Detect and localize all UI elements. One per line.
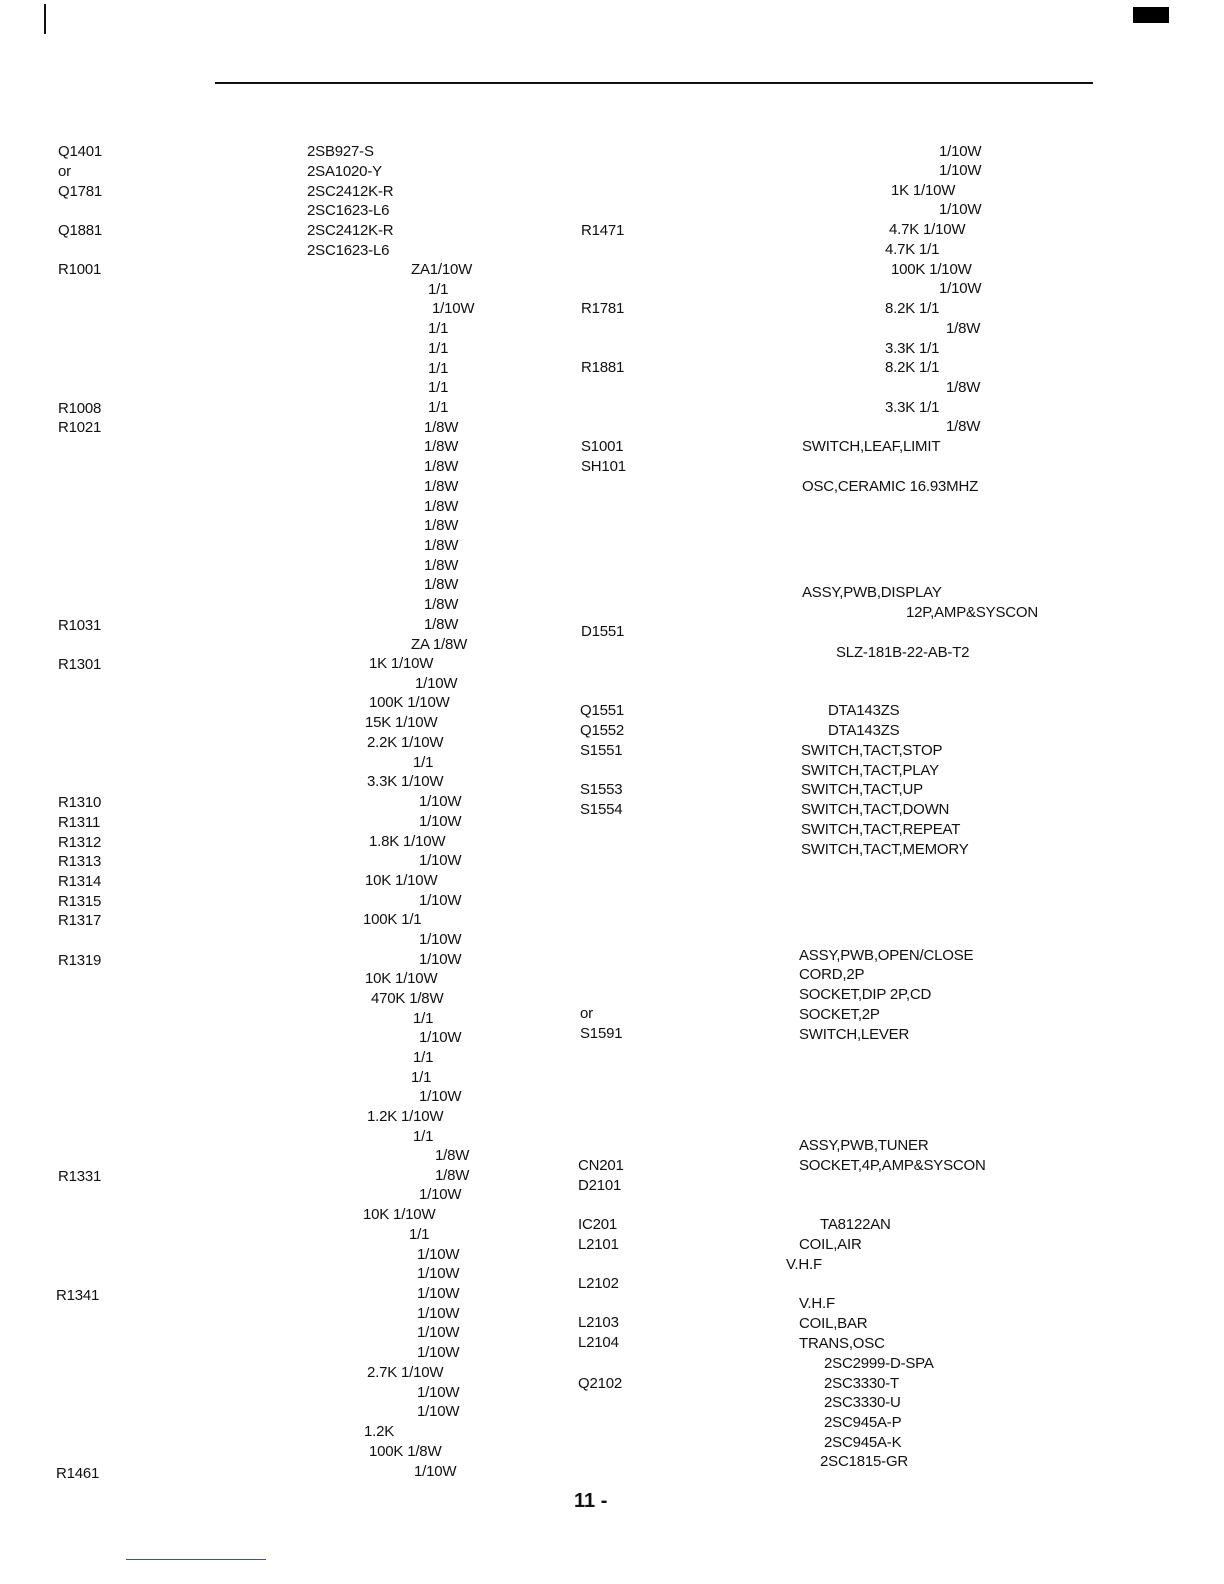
part-value: SWITCH,TACT,MEMORY bbox=[801, 841, 969, 858]
part-value: 10K 1/10W bbox=[365, 872, 438, 889]
part-ref: R1881 bbox=[581, 359, 625, 376]
part-value: SWITCH,LEVER bbox=[799, 1026, 910, 1043]
part-value: 2SC1815-GR bbox=[820, 1453, 909, 1470]
bottom-link-underline bbox=[126, 1559, 266, 1560]
part-value: 1/8W bbox=[424, 576, 459, 593]
part-value: 2SA1020-Y bbox=[307, 163, 382, 180]
part-value: 1/8W bbox=[946, 379, 981, 396]
part-value: 1/10W bbox=[419, 852, 462, 869]
part-ref: Q2102 bbox=[578, 1375, 623, 1392]
part-value: COIL,BAR bbox=[799, 1315, 868, 1332]
part-value: 1/10W bbox=[419, 793, 462, 810]
part-value: 1/8W bbox=[424, 557, 459, 574]
part-value: 1/8W bbox=[424, 478, 459, 495]
part-value: 2.7K 1/10W bbox=[367, 1364, 444, 1381]
part-value: 1/10W bbox=[417, 1246, 460, 1263]
part-value: 2SC1623-L6 bbox=[307, 202, 390, 219]
part-ref: D2101 bbox=[578, 1177, 622, 1194]
part-value: ASSY,PWB,TUNER bbox=[799, 1137, 929, 1154]
part-ref: R1471 bbox=[581, 222, 625, 239]
part-ref: IC201 bbox=[578, 1216, 618, 1233]
part-value: 1/10W bbox=[419, 951, 462, 968]
part-ref: L2103 bbox=[578, 1314, 619, 1331]
corner-block bbox=[1133, 7, 1169, 23]
part-value: 1/10W bbox=[419, 813, 462, 830]
part-value: 1/1 bbox=[428, 399, 449, 416]
part-ref: R1461 bbox=[56, 1465, 100, 1482]
part-ref: L2102 bbox=[578, 1275, 619, 1292]
part-value: 1/10W bbox=[419, 1186, 462, 1203]
part-value: 1/10W bbox=[417, 1403, 460, 1420]
part-value: SWITCH,TACT,DOWN bbox=[801, 801, 950, 818]
part-ref: or bbox=[580, 1005, 593, 1022]
part-value: TRANS,OSC bbox=[799, 1335, 885, 1352]
part-ref: SH101 bbox=[581, 458, 626, 475]
part-value: 4.7K 1/10W bbox=[889, 221, 966, 238]
part-value: 2SC3330-U bbox=[824, 1394, 901, 1411]
part-value: 2SC1623-L6 bbox=[307, 242, 390, 259]
part-ref: R1313 bbox=[58, 853, 102, 870]
part-value: 1/10W bbox=[414, 1463, 457, 1480]
part-value: 1/10W bbox=[939, 162, 982, 179]
part-value: 2SC2412K-R bbox=[307, 183, 394, 200]
part-value: 1K 1/10W bbox=[369, 655, 434, 672]
part-ref: S1591 bbox=[580, 1025, 623, 1042]
part-value: 470K 1/8W bbox=[371, 990, 444, 1007]
part-value: SOCKET,DIP 2P,CD bbox=[799, 986, 932, 1003]
part-ref: Q1552 bbox=[580, 722, 625, 739]
part-value: 1/1 bbox=[413, 754, 434, 771]
scan-mark bbox=[44, 4, 46, 34]
part-value: 1/1 bbox=[428, 360, 449, 377]
part-ref: R1315 bbox=[58, 893, 102, 910]
part-value: 1/1 bbox=[428, 320, 449, 337]
part-ref: S1554 bbox=[580, 801, 623, 818]
part-value: 1/10W bbox=[939, 280, 982, 297]
part-ref: R1317 bbox=[58, 912, 102, 929]
part-value: 1/10W bbox=[419, 1029, 462, 1046]
part-value: 1/1 bbox=[413, 1128, 434, 1145]
part-value: 1/8W bbox=[424, 438, 459, 455]
part-value: 1/1 bbox=[411, 1069, 432, 1086]
header-rule bbox=[215, 82, 1093, 84]
part-ref: R1319 bbox=[58, 952, 102, 969]
part-value: 1/10W bbox=[417, 1305, 460, 1322]
part-value: 1/10W bbox=[417, 1324, 460, 1341]
part-value: V.H.F bbox=[786, 1256, 822, 1273]
part-value: 1/8W bbox=[435, 1147, 470, 1164]
part-ref: R1314 bbox=[58, 873, 102, 890]
part-ref: R1301 bbox=[58, 656, 102, 673]
part-value: ZA 1/8W bbox=[411, 636, 468, 653]
part-value: 1/1 bbox=[428, 281, 449, 298]
part-value: ASSY,PWB,DISPLAY bbox=[802, 584, 942, 601]
part-value: 1/8W bbox=[424, 596, 459, 613]
part-value: CORD,2P bbox=[799, 966, 865, 983]
part-value: 12P,AMP&SYSCON bbox=[906, 604, 1038, 621]
part-value: 1/10W bbox=[417, 1285, 460, 1302]
part-value: 1K 1/10W bbox=[891, 182, 956, 199]
part-ref: Q1881 bbox=[58, 222, 103, 239]
part-value: 8.2K 1/1 bbox=[885, 359, 940, 376]
part-ref: L2104 bbox=[578, 1334, 619, 1351]
part-ref: R1781 bbox=[581, 300, 625, 317]
part-value: 1.2K bbox=[364, 1423, 395, 1440]
part-ref: or bbox=[58, 163, 71, 180]
part-value: 1/10W bbox=[417, 1265, 460, 1282]
part-value: TA8122AN bbox=[820, 1216, 891, 1233]
part-value: 1/8W bbox=[424, 458, 459, 475]
part-value: 1/8W bbox=[424, 616, 459, 633]
part-ref: Q1781 bbox=[58, 183, 103, 200]
part-value: 100K 1/10W bbox=[891, 261, 972, 278]
part-ref: R1031 bbox=[58, 617, 102, 634]
part-value: 1/10W bbox=[417, 1344, 460, 1361]
part-value: 1/1 bbox=[428, 340, 449, 357]
part-value: ZA1/10W bbox=[411, 261, 473, 278]
part-ref: CN201 bbox=[578, 1157, 624, 1174]
part-value: 1/10W bbox=[939, 201, 982, 218]
part-value: OSC,CERAMIC 16.93MHZ bbox=[802, 478, 979, 495]
part-value: 1.2K 1/10W bbox=[367, 1108, 444, 1125]
part-value: 10K 1/10W bbox=[363, 1206, 436, 1223]
part-ref: S1001 bbox=[581, 438, 624, 455]
part-value: 1/1 bbox=[428, 379, 449, 396]
part-value: SOCKET,2P bbox=[799, 1006, 880, 1023]
part-value: SWITCH,LEAF,LIMIT bbox=[802, 438, 941, 455]
part-value: 2SC945A-K bbox=[824, 1434, 902, 1451]
part-ref: R1008 bbox=[58, 400, 102, 417]
part-value: V.H.F bbox=[799, 1295, 835, 1312]
part-value: 1/10W bbox=[415, 675, 458, 692]
part-value: 1/1 bbox=[413, 1049, 434, 1066]
part-value: 1/8W bbox=[424, 517, 459, 534]
part-value: 1/8W bbox=[424, 419, 459, 436]
part-value: 100K 1/8W bbox=[369, 1443, 442, 1460]
part-value: 10K 1/10W bbox=[365, 970, 438, 987]
part-value: 2SC2412K-R bbox=[307, 222, 394, 239]
part-value: 3.3K 1/1 bbox=[885, 399, 940, 416]
part-value: SWITCH,TACT,STOP bbox=[801, 742, 943, 759]
part-value: 1/8W bbox=[435, 1167, 470, 1184]
part-ref: R1311 bbox=[58, 814, 101, 831]
part-value: 1/10W bbox=[419, 1088, 462, 1105]
part-ref: R1001 bbox=[58, 261, 102, 278]
part-value: 1/8W bbox=[946, 320, 981, 337]
part-value: 100K 1/10W bbox=[369, 694, 450, 711]
part-ref: Q1551 bbox=[580, 702, 625, 719]
part-value: 1/1 bbox=[409, 1226, 430, 1243]
part-value: 1/1 bbox=[413, 1010, 434, 1027]
part-value: DTA143ZS bbox=[828, 702, 900, 719]
part-value: SWITCH,TACT,REPEAT bbox=[801, 821, 961, 838]
part-value: SWITCH,TACT,PLAY bbox=[801, 762, 939, 779]
part-value: 15K 1/10W bbox=[365, 714, 438, 731]
part-ref: R1021 bbox=[58, 419, 102, 436]
part-value: 1/10W bbox=[419, 892, 462, 909]
part-value: 1/8W bbox=[424, 498, 459, 515]
part-value: 4.7K 1/1 bbox=[885, 241, 940, 258]
part-value: 1/10W bbox=[939, 143, 982, 160]
part-value: 100K 1/1 bbox=[363, 911, 422, 928]
part-value: 2SC3330-T bbox=[824, 1375, 899, 1392]
part-value: 1/10W bbox=[419, 931, 462, 948]
part-value: SOCKET,4P,AMP&SYSCON bbox=[799, 1157, 986, 1174]
part-ref: Q1401 bbox=[58, 143, 103, 160]
part-value: 2SC945A-P bbox=[824, 1414, 902, 1431]
part-value: 1/10W bbox=[417, 1384, 460, 1401]
part-value: 8.2K 1/1 bbox=[885, 300, 940, 317]
part-ref: R1341 bbox=[56, 1287, 100, 1304]
part-value: DTA143ZS bbox=[828, 722, 900, 739]
part-value: 2.2K 1/10W bbox=[367, 734, 444, 751]
part-value: ASSY,PWB,OPEN/CLOSE bbox=[799, 947, 974, 964]
part-ref: D1551 bbox=[581, 623, 625, 640]
part-value: SWITCH,TACT,UP bbox=[801, 781, 923, 798]
part-value: 3.3K 1/10W bbox=[367, 773, 444, 790]
part-value: SLZ-181B-22-AB-T2 bbox=[836, 644, 970, 661]
part-ref: R1312 bbox=[58, 834, 102, 851]
part-value: 1/8W bbox=[424, 537, 459, 554]
part-ref: R1331 bbox=[58, 1168, 102, 1185]
part-ref: L2101 bbox=[578, 1236, 619, 1253]
part-ref: S1551 bbox=[580, 742, 623, 759]
part-ref: S1553 bbox=[580, 781, 623, 798]
part-ref: R1310 bbox=[58, 794, 102, 811]
page-number: 11 - bbox=[574, 1490, 608, 1512]
part-value: 1/8W bbox=[946, 418, 981, 435]
part-value: 1.8K 1/10W bbox=[369, 833, 446, 850]
part-value: 1/10W bbox=[432, 300, 475, 317]
part-value: 2SB927-S bbox=[307, 143, 374, 160]
part-value: 2SC2999-D-SPA bbox=[824, 1355, 934, 1372]
part-value: 3.3K 1/1 bbox=[885, 340, 940, 357]
part-value: COIL,AIR bbox=[799, 1236, 862, 1253]
